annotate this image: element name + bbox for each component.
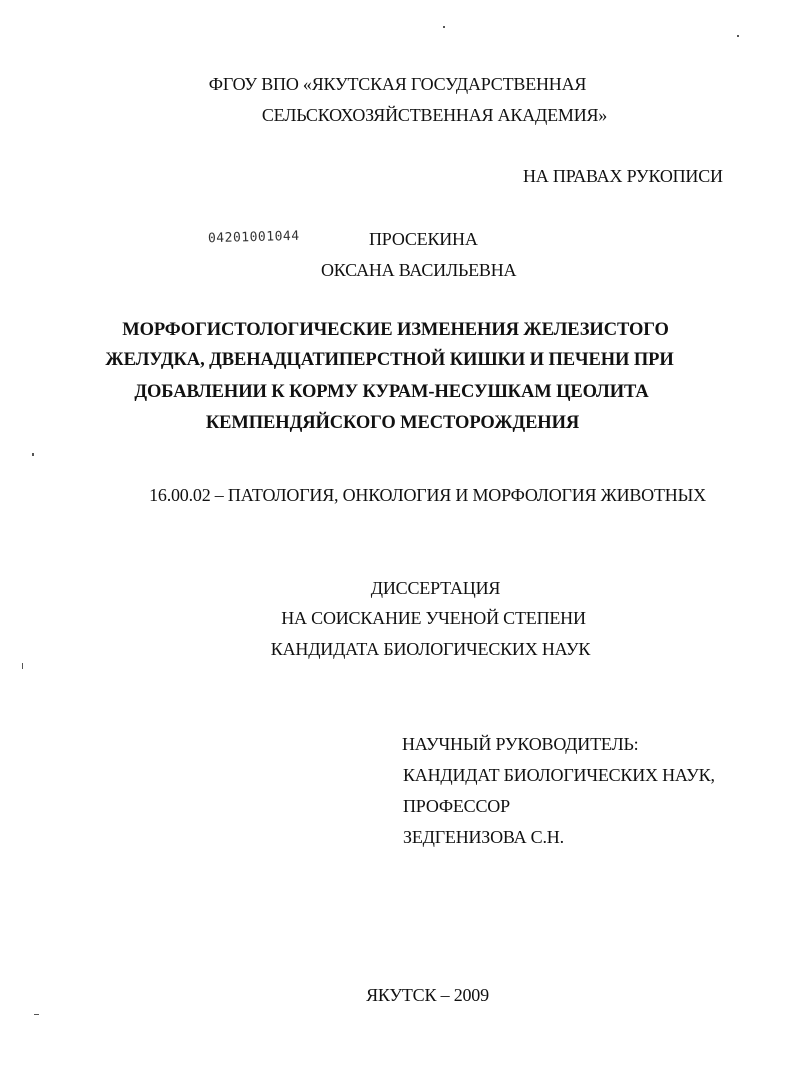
supervisor-name: ЗЕДГЕНИЗОВА С.Н.: [403, 827, 564, 847]
registration-stamp-number: 04201001044: [207, 228, 300, 247]
degree-line-3: КАНДИДАТА БИОЛОГИЧЕСКИХ НАУК: [270, 639, 591, 659]
scan-speck: [443, 26, 445, 28]
author-name: ОКСАНА ВАСИЛЬЕВНА: [321, 260, 517, 280]
scan-speck: [22, 663, 23, 669]
degree-line-1: ДИССЕРТАЦИЯ: [370, 578, 501, 598]
scan-speck: [737, 35, 739, 37]
supervisor-rank: ПРОФЕССОР: [403, 796, 510, 816]
supervisor-heading: НАУЧНЫЙ РУКОВОДИТЕЛЬ:: [402, 734, 639, 754]
institution-line-2: СЕЛЬСКОХОЗЯЙСТВЕННАЯ АКАДЕМИЯ»: [261, 105, 608, 125]
institution-line-1: ФГОУ ВПО «ЯКУТСКАЯ ГОСУДАРСТВЕННАЯ: [208, 74, 587, 94]
specialty-code: 16.00.02 – ПАТОЛОГИЯ, ОНКОЛОГИЯ И МОРФОЛОГИЯ ЖИВОТНЫХ: [149, 485, 706, 505]
title-line-4: КЕМПЕНДЯЙСКОГО МЕСТОРОЖДЕНИЯ: [205, 413, 580, 433]
manuscript-note: НА ПРАВАХ РУКОПИСИ: [523, 166, 723, 186]
scan-speck: [34, 1014, 39, 1015]
scan-speck: [32, 453, 34, 456]
title-line-3: ДОБАВЛЕНИИ К КОРМУ КУРАМ-НЕСУШКАМ ЦЕОЛИТА: [134, 382, 649, 402]
place-year: ЯКУТСК – 2009: [366, 985, 489, 1005]
title-line-2: ЖЕЛУДКА, ДВЕНАДЦАТИПЕРСТНОЙ КИШКИ И ПЕЧЕНИ ПРИ: [105, 350, 674, 370]
supervisor-degree: КАНДИДАТ БИОЛОГИЧЕСКИХ НАУК,: [403, 765, 715, 785]
author-surname: ПРОСЕКИНА: [369, 229, 478, 249]
degree-line-2: НА СОИСКАНИЕ УЧЕНОЙ СТЕПЕНИ: [281, 608, 586, 628]
title-line-1: МОРФОГИСТОЛОГИЧЕСКИЕ ИЗМЕНЕНИЯ ЖЕЛЕЗИСТОГО: [122, 320, 669, 340]
